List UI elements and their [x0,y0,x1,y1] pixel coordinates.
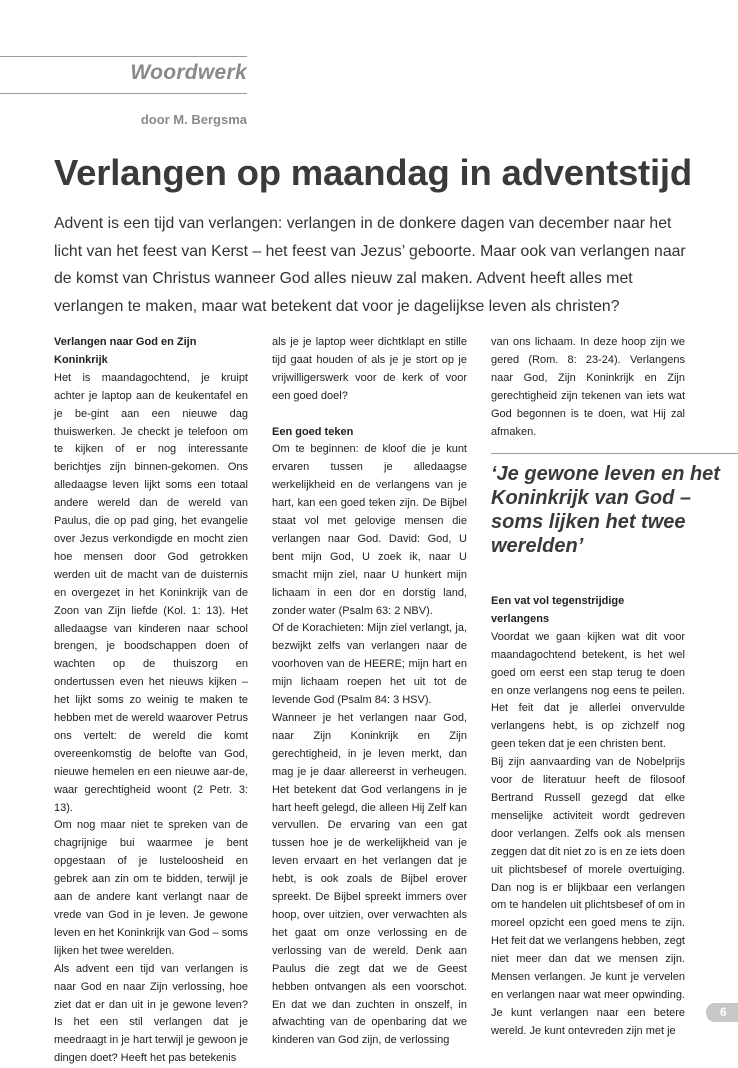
paragraph: Bij zijn aanvaarding van de Nobelprijs voor de literatuur heeft de filosoof Bertrand Russell gezegd dat elke menselijke activiteit wordt gedreven door verlangen. Zelfs ook als mensen zeggen dat dit niet zo is en ze iets doen uit plichtsbesef of morele overtuiging. Dan nog is er blijkbaar een verlangen om te handelen uit plichtsbesef of om in moreel opzicht een goed mens te zijn. Het feit dat we verlangens hebben, zegt niet meer dan dat we mensen zijn. Mensen verlangen. Je kunt je vervelen en verlangen naar wat meer opwinding. Je kunt verlangen naar een betere wereld. Je kunt ontevreden zijn met je [491,756,685,1037]
column-2 [272,334,467,1050]
column-3-top [491,334,685,441]
paragraph: Of de Korachieten: Mijn ziel verlangt, ja, bezwijkt zelfs van verlangen naar de voorhoven van de HEERE; mijn hart en mijn lichaam roepen het uit tot de levende God (Psalm 84: 3 HSV). [272,622,467,707]
paragraph: van ons lichaam. In deze hoop zijn we gered (Rom. 8: 23-24). Verlangens naar God, Zijn Koninkrijk en Zijn gerechtigheid zijn tekenen van iets wat God begonnen is te doen, wat Hij zal afmaken. [491,336,685,438]
paragraph: Voordat we gaan kijken wat dit voor maandagochtend betekent, is het wel goed om eerst een stap terug te doen en onze verlangens nog eens te peilen. Het feit dat je allerlei onvervulde verlangens hebt, is op zichzelf nog geen teken dat je een christen bent. [491,630,685,751]
subheading-een-goed-teken: Een goed teken [272,425,354,438]
page-number: 6 [720,1005,727,1019]
author-byline: door M. Bergsma [140,112,247,127]
article-title: Verlangen op maandag in adventstijd [54,152,692,193]
subheading-een-vat-vol: Een vat vol tegenstrijdige verlangens [491,595,625,625]
header-rule-top [0,56,247,57]
pull-quote-rule [491,453,738,454]
paragraph: als je je laptop weer dichtklapt en stille tijd gaat houden of als je je stort op je vrijwilligerswerk voor de kerk of voor een goed doel? [272,336,467,402]
paragraph: Wanneer je het verlangen naar God, naar Zijn Koninkrijk en Zijn gerechtigheid, in je leven merkt, dan mag je je daar allereerst in verheugen. Het betekent dat God verlangens in je hart heeft gelegd, die alleen Hij Zelf kan vervullen. De ervaring van een gat tussen hoe je de werkelijkheid van je leven ervaart en het verlangen dat je hebt, is ook zoals de Bijbel erover spreekt. De Bijbel spreekt immers over hoop, over uitzien, over verwachten als het gaat om onze verlossing en de verlossing van de wereld. Denk aan Paulus die zegt dat we de Geest hebben ontvangen als een voorschot. En dat we dan zuchten in onszelf, in afwachting van de openbaring dat we kinderen van God zijn, de verlossing [272,712,467,1047]
paragraph: Het is maandagochtend, je kruipt achter je laptop aan de keukentafel en je be-gint aan een nieuwe dag thuiswerken. Je checkt je telefoon om te kijken of er nog interessante berichtjes zijn binnen-gekomen. Ons alledaagse leven lijkt soms een totaal andere wereld dan de wereld van Paulus, die op pad ging, het evangelie over Jezus verkondigde en mocht zien hoe mensen door God getrokken werden uit de macht van de duisternis en overgezet in het Koninkrijk van de Zoon van Zijn liefde (Kol. 1: 13). Het alledaagse van kinderen naar school brengen, je boodschappen doen of wachten op de thuiszorg en ondertussen even het nieuws kijken – het lijkt soms zo weinig te maken te hebben met de wereld waarover Petrus ons vertelt: de wereld die komt overeenkomstig de belofte van God, nieuwe hemelen en een nieuwe aar-de, waar gerechtigheid woont (2 Petr. 3: 13). [54,371,248,814]
paragraph: Om te beginnen: de kloof die je kunt ervaren tussen je alledaagse werkelijkheid en de verlangens van je hart, kan een goed teken zijn. De Bijbel staat vol met gelovige mensen die verlangen naar God. David: God, U bent mijn God, U zoek ik, naar U smacht mijn ziel, naar U hunkert mijn lichaam in een dor en dorstig land, zonder water (Psalm 63: 2 NBV). [272,443,467,617]
pull-quote: ‘Je gewone leven en het Koninkrijk van God – soms lijken het twee werelden’ [491,463,720,557]
header-rule-bottom [0,93,247,94]
column-1 [54,334,248,1068]
paragraph-spacer [272,406,467,424]
section-label: Woordwerk [130,61,247,84]
article-intro: Advent is een tijd van verlangen: verlangen in de donkere dagen van december naar het licht van het feest van Kerst – het feest van Jezus’ geboorte. Maar ook van verlangen naar de komst van Christus wanneer God alles nieuw zal maken. Advent heeft alles met verlangen te maken, maar wat betekent dat voor je dagelijkse leven als christen? [54,215,686,315]
paragraph: Als advent een tijd van verlangen is naar God en naar Zijn verlossing, hoe ziet dat er dan uit in je gewone leven? Is het een stil verlangen dat je meedraagt in je hart terwijl je gewoon je dingen doet? Heeft het pas betekenis [54,962,248,1065]
subheading-verlangen-naar-god: Verlangen naar God en Zijn Koninkrijk [54,336,197,366]
paragraph: Om nog maar niet te spreken van de chagrijnige bui waarmee je bent opgestaan of je lusteloosheid en gebrek aan zin om te bidden, terwijl je aan de andere kant verlangt naar de vrede van God in je leven. Je gewone leven en het Koninkrijk van God – soms lijken het twee werelden. [54,819,248,957]
column-3-bottom [491,593,685,1041]
page-number-tab [706,1003,738,1022]
